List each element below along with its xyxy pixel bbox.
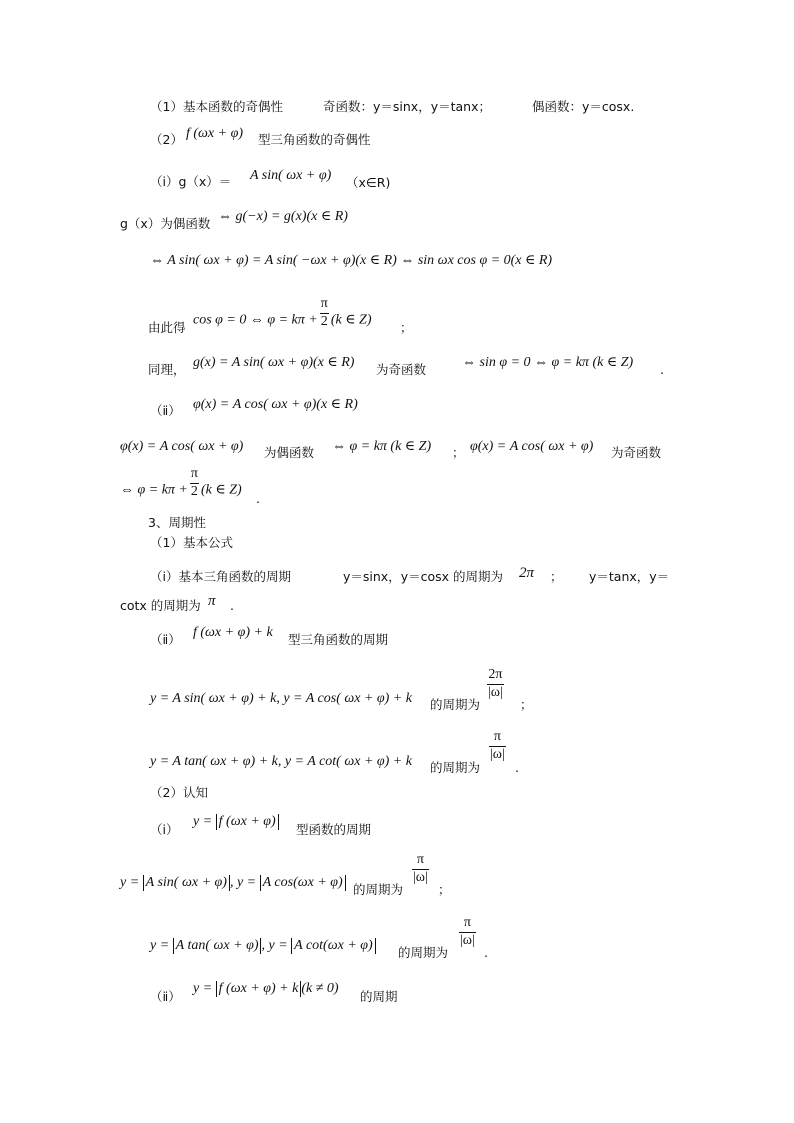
case-label: （ⅰ） <box>150 822 179 837</box>
punctuation: . <box>515 760 519 775</box>
item-number: （2） <box>150 132 183 147</box>
punctuation: ； <box>520 697 533 712</box>
statement-text: 为偶函数 <box>264 445 315 460</box>
even-functions-text: 偶函数：y＝cosx. <box>532 99 635 114</box>
formula: y = A tan( ωx + φ) , y = A cot(ωx + φ) <box>150 938 376 954</box>
formula: ⇔ φ = kπ (k ∈ Z) <box>332 439 432 454</box>
odd-functions-text: 奇函数：y＝sinx，y＝tanx； <box>323 99 491 114</box>
punctuation: . <box>660 362 664 377</box>
formula: ⇔ sin φ = 0 ⇔ φ = kπ (k ∈ Z) <box>462 355 634 370</box>
statement-text: 的周期为 <box>430 697 481 712</box>
case-label: （ⅱ） <box>150 989 181 1004</box>
period-fraction: $\frac{\pi}{|\omega|}$ <box>413 852 428 885</box>
formula: y = A sin( ωx + φ) + k, y = A cos( ωx + φ) + k <box>150 691 412 706</box>
formula: y = f (ωx + φ) + k (k ≠ 0) <box>193 981 339 996</box>
formula: g(x) = A sin( ωx + φ)(x ∈ R) <box>193 355 355 370</box>
formula: cos φ = 0 ⇔ φ = kπ + $\frac{\pi}{2}$ (k ∈ Z) <box>193 296 372 329</box>
formula: y = A sin( ωx + φ) , y = A cos(ωx + φ) <box>120 875 346 891</box>
domain-text: （x∈R) <box>346 175 391 190</box>
formula: π <box>208 593 216 609</box>
statement-text: 同理， <box>148 362 186 377</box>
statement-text: cotx 的周期为 <box>120 598 201 613</box>
punctuation: ； <box>452 445 465 460</box>
punctuation: . <box>230 598 234 613</box>
case-label: （ⅱ） <box>150 403 181 418</box>
statement-text: 型三角函数的周期 <box>288 632 389 647</box>
statement-text: 型函数的周期 <box>296 822 372 837</box>
formula: ⇔ g(−x) = g(x)(x ∈ R) <box>218 209 348 224</box>
formula: φ(x) = A cos( ωx + φ)(x ∈ R) <box>193 397 358 412</box>
heading-trig-parity: 型三角函数的奇偶性 <box>258 132 371 147</box>
formula: f (ωx + φ) + k <box>193 625 273 640</box>
formula: φ(x) = A cos( ωx + φ) <box>470 439 594 454</box>
formula: 2π <box>519 565 535 581</box>
statement-text: g（x）为偶函数 <box>120 216 211 231</box>
statement-text: 的周期 <box>360 989 398 1004</box>
statement-text: 的周期为 <box>430 760 481 775</box>
period-fraction: $\frac{2\pi}{|\omega|}$ <box>488 667 503 700</box>
statement-text: 为奇函数 <box>611 445 662 460</box>
period-fraction: $\frac{\pi}{|\omega|}$ <box>490 729 505 762</box>
formula: φ(x) = A cos( ωx + φ) <box>120 439 244 454</box>
formula: A sin( ωx + φ) <box>250 168 332 183</box>
formula: ⇔ A sin( ωx + φ) = A sin( −ωx + φ)(x ∈ R) ⇔ sin ωx cos φ = 0(x ∈ R) <box>150 253 553 268</box>
punctuation: ； <box>438 882 451 897</box>
subheading-basic-formula: （1）基本公式 <box>150 535 233 550</box>
punctuation: . <box>484 945 488 960</box>
statement-text: y＝sinx，y＝cosx 的周期为 <box>343 569 504 584</box>
period-fraction: $\frac{\pi}{|\omega|}$ <box>460 915 475 948</box>
formula: f (ωx + φ) <box>186 126 244 141</box>
statement-text: 的周期为 <box>353 882 404 897</box>
subheading-cognition: （2）认知 <box>150 785 208 800</box>
statement-text: 的周期为 <box>398 945 449 960</box>
statement-text: （ⅰ）基本三角函数的周期 <box>150 569 291 584</box>
formula: y = A tan( ωx + φ) + k, y = A cot( ωx + φ) + k <box>150 754 412 769</box>
section-heading-periodicity: 3、周期性 <box>148 515 206 530</box>
statement-text: y＝tanx，y＝ <box>589 569 670 584</box>
statement-text: 由此得 <box>148 320 186 335</box>
case-label: （ⅱ） <box>150 632 181 647</box>
punctuation: . <box>256 491 260 506</box>
heading-basic-parity: （1）基本函数的奇偶性 <box>150 99 283 114</box>
formula: y = f (ωx + φ) <box>193 814 279 830</box>
punctuation: ； <box>550 569 563 584</box>
punctuation: ； <box>400 320 413 335</box>
case-label: （ⅰ）g（x）＝ <box>150 174 232 189</box>
formula: ⇔ φ = kπ + $\frac{\pi}{2}$ (k ∈ Z) <box>120 466 242 499</box>
statement-text: 为奇函数 <box>376 362 427 377</box>
